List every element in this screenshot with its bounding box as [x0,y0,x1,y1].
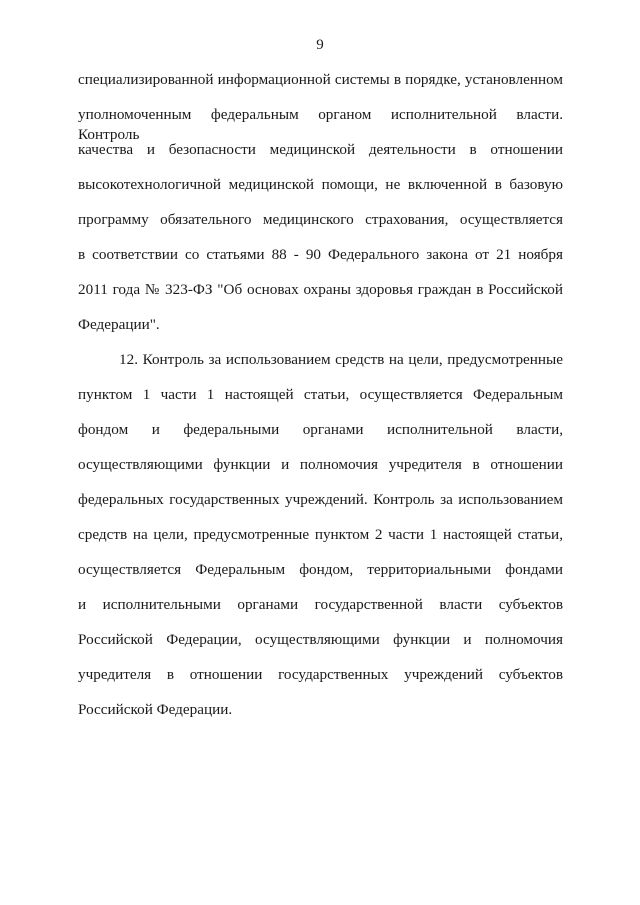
page-number: 9 [316,37,324,53]
paragraph-2-line: пунктом 1 части 1 настоящей статьи, осуществляется Федеральным [78,386,563,403]
paragraph-2-line: учредителя в отношении государственных учреждений субъектов [78,666,563,683]
paragraph-1-line: специализированной информационной системы в порядке, установленном [78,71,563,88]
paragraph-2-line: Российской Федерации, осуществляющими функции и полномочия [78,631,563,648]
paragraph-2-line: федеральных государственных учреждений. Контроль за использованием [78,491,563,508]
paragraph-1-line: качества и безопасности медицинской деятельности в отношении [78,141,563,158]
paragraph-2-line: 12. Контроль за использованием средств на цели, предусмотренные [119,351,563,368]
paragraph-1-line: в соответствии со статьями 88 - 90 Федерального закона от 21 ноября [78,246,563,263]
paragraph-2-line: осуществляется Федеральным фондом, территориальными фондами [78,561,563,578]
paragraph-2-line: осуществляющими функции и полномочия учредителя в отношении [78,456,563,473]
paragraph-2-line: и исполнительными органами государственной власти субъектов [78,596,563,613]
paragraph-1-line: программу обязательного медицинского страхования, осуществляется [78,211,563,228]
paragraph-2-line: фондом и федеральными органами исполнительной власти, [78,421,563,438]
paragraph-1-line: высокотехнологичной медицинской помощи, не включенной в базовую [78,176,563,193]
paragraph-1-line: 2011 года № 323-ФЗ "Об основах охраны здоровья граждан в Российской [78,281,563,298]
paragraph-2-line: средств на цели, предусмотренные пунктом 2 части 1 настоящей статьи, [78,526,563,543]
paragraph-1-line: Федерации". [78,316,160,333]
paragraph-1-line: уполномоченным федеральным органом исполнительной власти. Контроль [78,106,563,143]
paragraph-2-line: Российской Федерации. [78,701,233,718]
